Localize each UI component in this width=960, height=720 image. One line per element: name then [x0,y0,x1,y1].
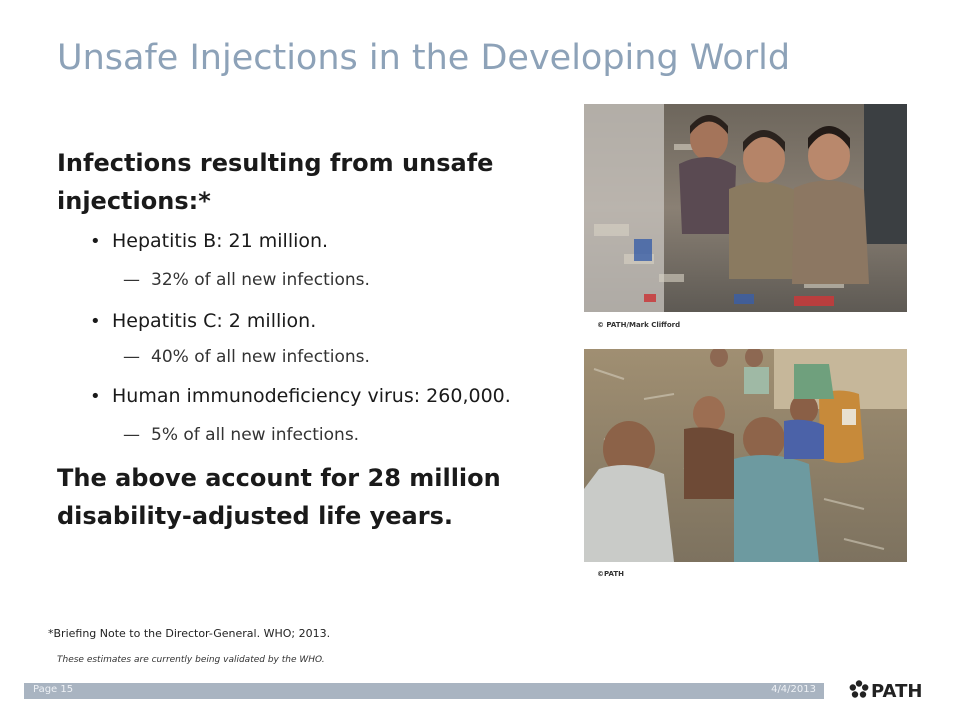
logo-text: PATH [871,681,923,701]
section-heading: Infections resulting from unsafe injections:* [57,149,494,215]
dash-icon: — [123,270,140,290]
path-logo [848,679,932,701]
photo-children-waste [584,104,907,312]
slide-date: 4/4/2013 [771,684,816,695]
bullet-icon: • [90,386,101,407]
photo-credit: © PATH/Mark Clifford [597,321,681,329]
summary-heading: The above account for 28 million disability-adjusted life years. [57,464,501,530]
bullet-hepatitis-b [90,230,328,252]
sub-bullet-text: 32% of all new infections. [151,270,370,290]
bullet-text: Hepatitis B: 21 million. [112,230,329,252]
bullet-text: Hepatitis C: 2 million. [112,310,317,332]
footnote-note: These estimates are currently being validated by the WHO. [57,655,325,665]
bullet-icon: • [90,311,101,332]
bullet-icon: • [90,231,101,252]
dash-icon: — [123,347,140,367]
sub-bullet-text: 5% of all new infections. [151,425,360,445]
dash-icon: — [123,425,140,445]
photo-credit: ©PATH [597,570,624,578]
sub-bullet-text: 40% of all new infections. [151,347,370,367]
slide-title: Unsafe Injections in the Developing World [57,38,791,78]
sub-bullet-hepatitis-c [123,347,370,367]
flower-icon [850,680,869,697]
sub-bullet-hepatitis-b [123,270,370,290]
page-number: Page 15 [33,684,74,695]
footnote-source: *Briefing Note to the Director-General. WHO; 2013. [48,627,331,640]
sub-bullet-hiv [123,425,359,445]
bullet-hiv [90,385,511,407]
bullet-text: Human immunodeficiency virus: 260,000. [112,385,511,407]
bullet-hepatitis-c [90,310,316,332]
footer-bar [24,683,824,699]
photo-sorting-syringes [584,349,907,562]
